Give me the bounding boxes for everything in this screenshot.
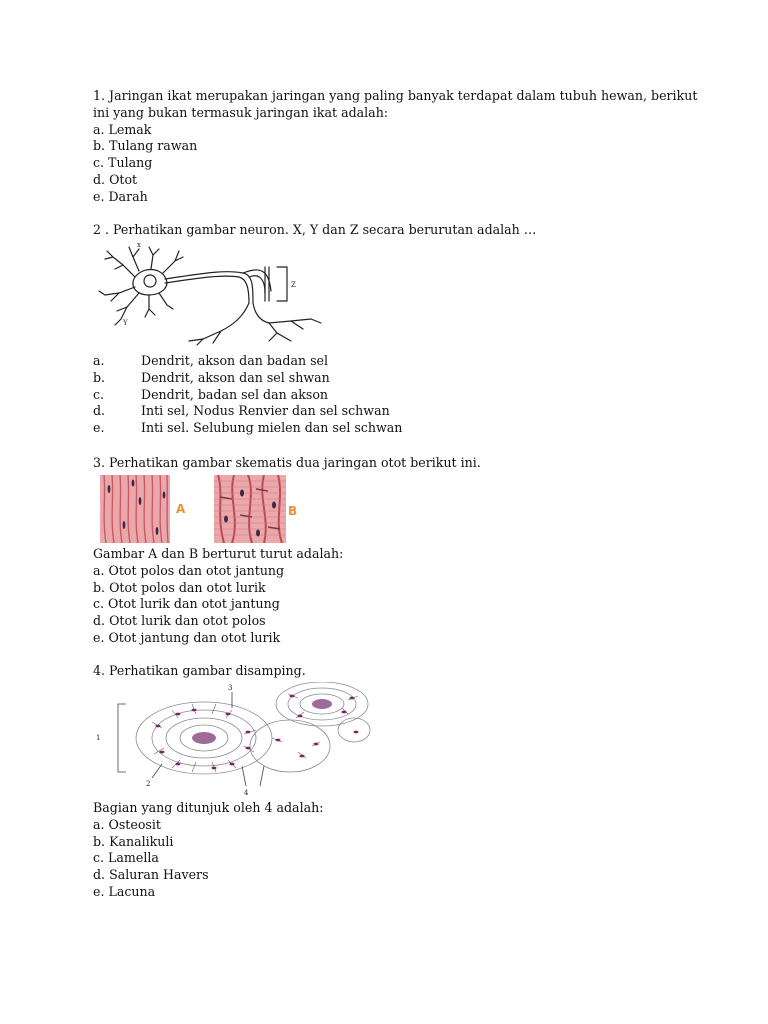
question-4-option-c: c. Lamella xyxy=(93,850,159,866)
question-3-stem: 3. Perhatikan gambar skematis dua jaringan otot berikut ini. xyxy=(93,455,481,470)
question-1-stem-line1: 1. Jaringan ikat merupakan jaringan yang paling banyak terdapat dalam tubuh hewan, berikut xyxy=(93,88,698,103)
question-3-answers xyxy=(93,546,693,647)
bone-label-3: 3 xyxy=(228,684,233,692)
neuron-figure xyxy=(93,243,325,348)
option-letter: d. xyxy=(93,403,106,419)
question-2-option-a xyxy=(93,353,693,370)
option-text: Dendrit, badan sel dan akson xyxy=(141,386,329,402)
question-4-option-e: e. Lacuna xyxy=(93,883,156,899)
option-text: Inti sel, Nodus Renvier dan sel schwan xyxy=(141,403,390,419)
question-3-option-a: a. Otot polos dan otot jantung xyxy=(93,562,285,578)
neuron-label-z: Z xyxy=(291,281,296,289)
question-2-option-c xyxy=(93,387,693,404)
question-2-option-b xyxy=(93,370,693,387)
question-2-option-e xyxy=(93,420,693,437)
question-4-answers xyxy=(93,800,693,901)
bone-tissue-figure xyxy=(92,682,372,798)
question-3-option-c: c. Otot lurik dan otot jantung xyxy=(93,596,280,612)
question-4-option-a: a. Osteosit xyxy=(93,816,161,832)
bone-label-4: 4 xyxy=(244,789,249,797)
question-1 xyxy=(93,88,698,206)
question-3 xyxy=(93,455,693,472)
bone-label-1: 1 xyxy=(96,734,101,742)
question-3-option-e: e. Otot jantung dan otot lurik xyxy=(93,629,281,645)
question-3-option-b: b. Otot polos dan otot lurik xyxy=(93,579,266,595)
bone-label-2: 2 xyxy=(146,780,151,788)
neuron-label-x: x xyxy=(137,243,141,249)
neuron-label-y: Y xyxy=(123,319,128,327)
muscle-figure xyxy=(100,475,304,543)
question-4-option-d: d. Saluran Havers xyxy=(93,867,209,883)
option-letter: e. xyxy=(93,420,105,436)
option-letter: c. xyxy=(93,386,105,402)
question-2 xyxy=(93,222,693,239)
option-text: Dendrit, akson dan sel shwan xyxy=(141,369,330,385)
muscle-label-b: B xyxy=(288,504,298,518)
option-letter: a. xyxy=(93,353,105,368)
question-1-option-b: b. Tulang rawan xyxy=(93,138,198,154)
question-2-stem: 2 . Perhatikan gambar neuron. X, Y dan Z secara berurutan adalah … xyxy=(93,222,537,237)
question-1-option-a: a. Lemak xyxy=(93,121,152,137)
question-4-stem: 4. Perhatikan gambar disamping. xyxy=(93,663,306,678)
question-3-sub-stem: Gambar A dan B berturut turut adalah: xyxy=(93,546,344,561)
muscle-label-a: A xyxy=(176,502,186,516)
question-4 xyxy=(93,663,693,680)
question-3-option-d: d. Otot lurik dan otot polos xyxy=(93,613,266,629)
question-1-stem-line2: ini yang bukan termasuk jaringan ikat adalah: xyxy=(93,104,389,120)
option-text: Inti sel. Selubung mielen dan sel schwan xyxy=(141,420,403,436)
option-letter: b. xyxy=(93,369,106,385)
question-4-option-b: b. Kanalikuli xyxy=(93,833,174,849)
option-text: Dendrit, akson dan badan sel xyxy=(141,353,329,368)
question-1-option-d: d. Otot xyxy=(93,171,138,187)
question-2-option-d xyxy=(93,403,693,420)
question-2-options xyxy=(93,353,693,437)
question-4-sub-stem: Bagian yang ditunjuk oleh 4 adalah: xyxy=(93,800,324,815)
question-1-option-c: c. Tulang xyxy=(93,155,153,171)
question-1-option-e: e. Darah xyxy=(93,188,148,204)
